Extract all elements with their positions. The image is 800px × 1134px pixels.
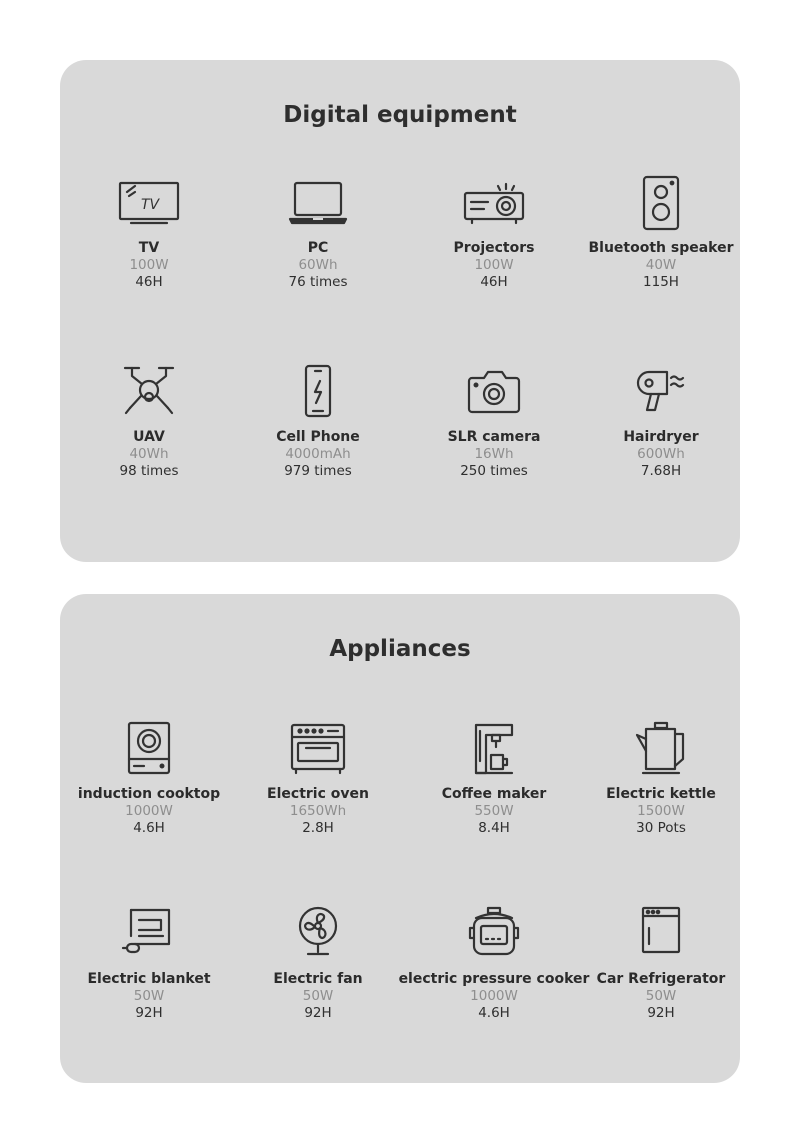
- device-item-cell-phone: [218, 364, 418, 480]
- appliance-item-electric-fan: [218, 906, 418, 1022]
- device-item-bluetooth-speaker: [561, 175, 761, 291]
- device-name: Bluetooth speaker: [588, 240, 734, 256]
- appliance-power: 550W: [474, 803, 514, 819]
- device-power: 16Wh: [474, 446, 514, 462]
- device-runtime: 250 times: [460, 463, 528, 479]
- device-runtime: 979 times: [284, 463, 352, 479]
- device-runtime: 76 times: [288, 274, 348, 290]
- appliance-name: electric pressure cooker: [398, 971, 590, 987]
- fan-icon: [286, 906, 350, 962]
- device-name: Hairdryer: [623, 429, 699, 445]
- appliance-name: Electric blanket: [87, 971, 211, 987]
- pressure-cooker-icon: [462, 906, 526, 962]
- device-name: PC: [307, 240, 329, 256]
- device-power: 40W: [645, 257, 677, 273]
- appliance-power: 1000W: [470, 988, 518, 1004]
- appliance-item-car-refrigerator: [561, 906, 761, 1022]
- appliance-power: 1500W: [637, 803, 685, 819]
- laptop-icon: [286, 175, 350, 231]
- device-runtime: 7.68H: [640, 463, 682, 479]
- appliance-runtime: 8.4H: [478, 820, 510, 836]
- appliance-runtime: 92H: [135, 1005, 163, 1021]
- appliance-item-electric-oven: [218, 721, 418, 837]
- camera-icon: [462, 364, 526, 420]
- appliance-name: Coffee maker: [441, 786, 547, 802]
- appliance-name: Electric oven: [267, 786, 369, 802]
- device-power: 40Wh: [129, 446, 169, 462]
- appliance-power: 1650Wh: [289, 803, 347, 819]
- appliance-runtime: 4.6H: [133, 820, 165, 836]
- projector-icon: [462, 175, 526, 231]
- appliance-name: Electric fan: [273, 971, 363, 987]
- appliance-name: induction cooktop: [77, 786, 221, 802]
- appliance-power: 50W: [302, 988, 334, 1004]
- device-item-hairdryer: [561, 364, 761, 480]
- appliance-name: Electric kettle: [606, 786, 716, 802]
- tv-icon: [117, 175, 181, 231]
- digital-equipment-panel: [60, 60, 740, 562]
- device-name: Projectors: [453, 240, 535, 256]
- device-name: TV: [138, 240, 160, 256]
- appliance-power: 50W: [133, 988, 165, 1004]
- device-runtime: 46H: [135, 274, 163, 290]
- drone-icon: [117, 364, 181, 420]
- section-title: Appliances: [329, 636, 471, 662]
- appliance-runtime: 30 Pots: [636, 820, 686, 836]
- device-power: 100W: [129, 257, 169, 273]
- appliance-power: 1000W: [125, 803, 173, 819]
- device-power: 100W: [474, 257, 514, 273]
- coffee-maker-icon: [462, 721, 526, 777]
- device-power: 600Wh: [637, 446, 685, 462]
- device-runtime: 46H: [480, 274, 508, 290]
- appliance-runtime: 92H: [304, 1005, 332, 1021]
- blanket-icon: [117, 906, 181, 962]
- device-item-pc: [218, 175, 418, 291]
- appliance-item-electric-kettle: [561, 721, 761, 837]
- device-runtime: 115H: [643, 274, 679, 290]
- hairdryer-icon: [629, 364, 693, 420]
- appliance-runtime: 4.6H: [478, 1005, 510, 1021]
- appliance-name: Car Refrigerator: [596, 971, 726, 987]
- oven-icon: [286, 721, 350, 777]
- device-power: 60Wh: [298, 257, 338, 273]
- appliance-runtime: 92H: [647, 1005, 675, 1021]
- cooktop-icon: [117, 721, 181, 777]
- phone-icon: [286, 364, 350, 420]
- refrigerator-icon: [629, 906, 693, 962]
- svg-text:TV: TV: [141, 197, 160, 213]
- appliance-runtime: 2.8H: [302, 820, 334, 836]
- section-title: Digital equipment: [283, 102, 517, 128]
- kettle-icon: [629, 721, 693, 777]
- device-name: SLR camera: [447, 429, 541, 445]
- device-name: Cell Phone: [276, 429, 360, 445]
- appliances-panel: [60, 594, 740, 1083]
- speaker-icon: [629, 175, 693, 231]
- device-power: 4000mAh: [285, 446, 351, 462]
- device-name: UAV: [133, 429, 165, 445]
- device-runtime: 98 times: [119, 463, 179, 479]
- appliance-power: 50W: [645, 988, 677, 1004]
